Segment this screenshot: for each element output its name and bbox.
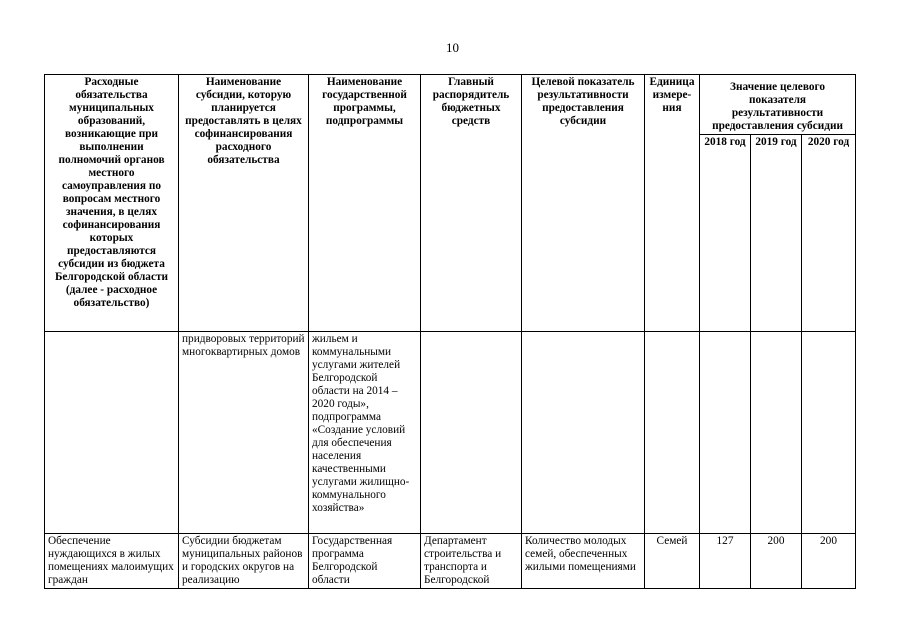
subsidy-table bbox=[44, 74, 856, 589]
cell-subsidy: Субсидии бюджетам муниципальных районов и городских округов на реализацию bbox=[179, 534, 309, 589]
table-row bbox=[45, 332, 856, 534]
cell-program: Государственная программа Белгородской области bbox=[309, 534, 421, 589]
header-target-value: Значение целевого показателя результативности предоставления субсидии bbox=[700, 75, 856, 135]
header-year-2019: 2019 год bbox=[751, 135, 802, 332]
cell-manager bbox=[421, 332, 522, 534]
cell-value-2020: 200 bbox=[802, 534, 856, 589]
page-number: 10 bbox=[446, 40, 459, 55]
cell-program: жильем и коммунальными услугами жителей Белгородской области на 2014 – 2020 годы», подпрограмма «Создание условий для обеспечения населения качественными услугами жилищно-коммунального хозяйства» bbox=[309, 332, 421, 534]
header-unit: Единица измере-ния bbox=[645, 75, 700, 332]
header-program-name: Наименование государственной программы, подпрограммы bbox=[309, 75, 421, 332]
cell-indicator: Количество молодых семей, обеспеченных жилыми помещениями bbox=[522, 534, 645, 589]
cell-indicator bbox=[522, 332, 645, 534]
header-budget-manager: Главный распорядитель бюджетных средств bbox=[421, 75, 522, 332]
cell-value-2018: 127 bbox=[700, 534, 751, 589]
cell-value-2019 bbox=[751, 332, 802, 534]
cell-subsidy: придворовых территорий многоквартирных домов bbox=[179, 332, 309, 534]
cell-manager: Департамент строительства и транспорта и Белгородской bbox=[421, 534, 522, 589]
cell-obligation bbox=[45, 332, 179, 534]
header-subsidy-name: Наименование субсидии, которую планируется предоставлять в целях софинансирования расходного обязательства bbox=[179, 75, 309, 332]
table-header-row bbox=[45, 75, 856, 135]
cell-value-2019: 200 bbox=[751, 534, 802, 589]
header-year-2020: 2020 год bbox=[802, 135, 856, 332]
cell-obligation: Обеспечение нуждающихся в жилых помещениях малоимущих граждан bbox=[45, 534, 179, 589]
cell-unit: Семей bbox=[645, 534, 700, 589]
cell-unit bbox=[645, 332, 700, 534]
header-expenditure-obligations: Расходные обязательства муниципальных образований, возникающие при выполнении полномочий органов местного самоуправления по вопросам местного значения, в целях софинансирования которых предоставляются субсидии из бюджета Белгородской области (далее - расходное обязательство) bbox=[45, 75, 179, 332]
cell-value-2020 bbox=[802, 332, 856, 534]
table-row bbox=[45, 534, 856, 589]
header-target-indicator: Целевой показатель результативности предоставления субсидии bbox=[522, 75, 645, 332]
header-year-2018: 2018 год bbox=[700, 135, 751, 332]
cell-value-2018 bbox=[700, 332, 751, 534]
